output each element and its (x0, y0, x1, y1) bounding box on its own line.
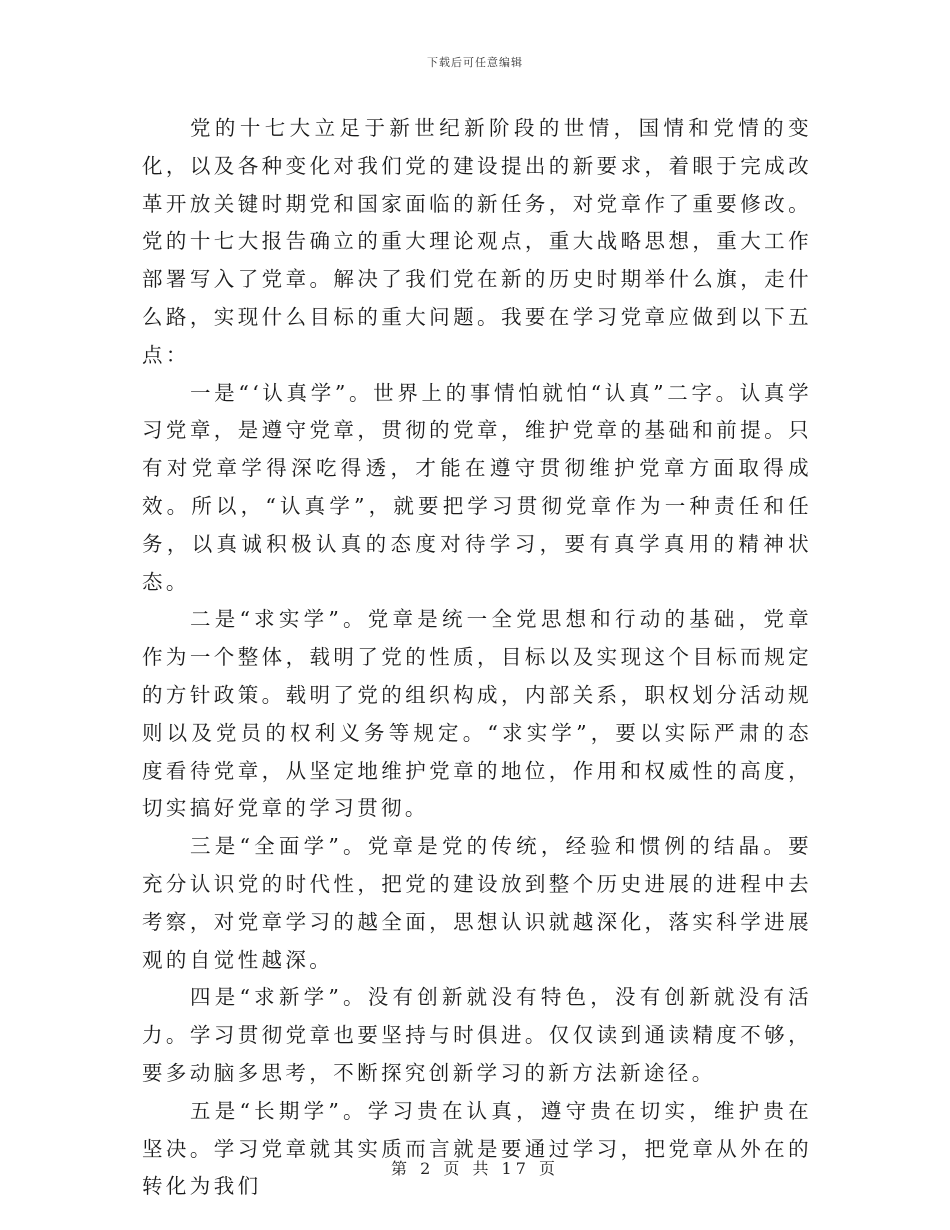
page-header: 下载后可任意编辑 (427, 56, 523, 69)
paragraph-point-3: 三是“全面学”。党章是党的传统，经验和惯例的结晶。要充分认识党的时代性，把党的建设放到整个历史进展的进程中去考察，对党章学习的越全面，思想认识就越深化，落实科学进展观的自觉性越深。 (142, 834, 812, 972)
paragraph-point-1: 一是“‘认真学”。世界上的事情怕就怕“认真”二字。认真学习党章，是遵守党章，贯彻的党章，维护党章的基础和前提。只有对党章学得深吃得透，才能在遵守贯彻维护党章方面取得成效。所以，“认真学”，就要把学习贯彻党章作为一种责任和任务，以真诚积极认真的态度对待学习，要有真学真用的精神状态。 (142, 380, 812, 594)
paragraph-point-5: 五是“长期学”。学习贵在认真，遵守贵在切实，维护贵在坚决。学习党章就其实质而言就是要通过学习，把党章从外在的转化为我们 (142, 1098, 812, 1199)
document-body (142, 110, 812, 1206)
paragraph-point-2: 二是“求实学”。党章是统一全党思想和行动的基础，党章作为一个整体，载明了党的性质，目标以及实现这个目标而规定的方针政策。载明了党的组织构成，内部关系，职权划分活动规则以及党员的权利义务等规定。“求实学”，要以实际严肃的态度看待党章，从坚定地维护党章的地位，作用和权威性的高度，切实搞好党章的学习贯彻。 (142, 607, 812, 821)
paragraph-intro: 党的十七大立足于新世纪新阶段的世情，国情和党情的变化，以及各种变化对我们党的建设提出的新要求，着眼于完成改革开放关键时期党和国家面临的新任务，对党章作了重要修改。党的十七大报告确立的重大理论观点，重大战略思想，重大工作部署写入了党章。解决了我们党在新的历史时期举什么旗，走什么路，实现什么目标的重大问题。我要在学习党章应做到以下五点： (142, 116, 812, 367)
page-number-footer: 第 2 页 共 17 页 (391, 1159, 559, 1178)
paragraph-point-4: 四是“求新学”。没有创新就没有特色，没有创新就没有活力。学习贯彻党章也要坚持与时俱进。仅仅读到通读精度不够，要多动脑多思考，不断探究创新学习的新方法新途径。 (142, 985, 812, 1085)
